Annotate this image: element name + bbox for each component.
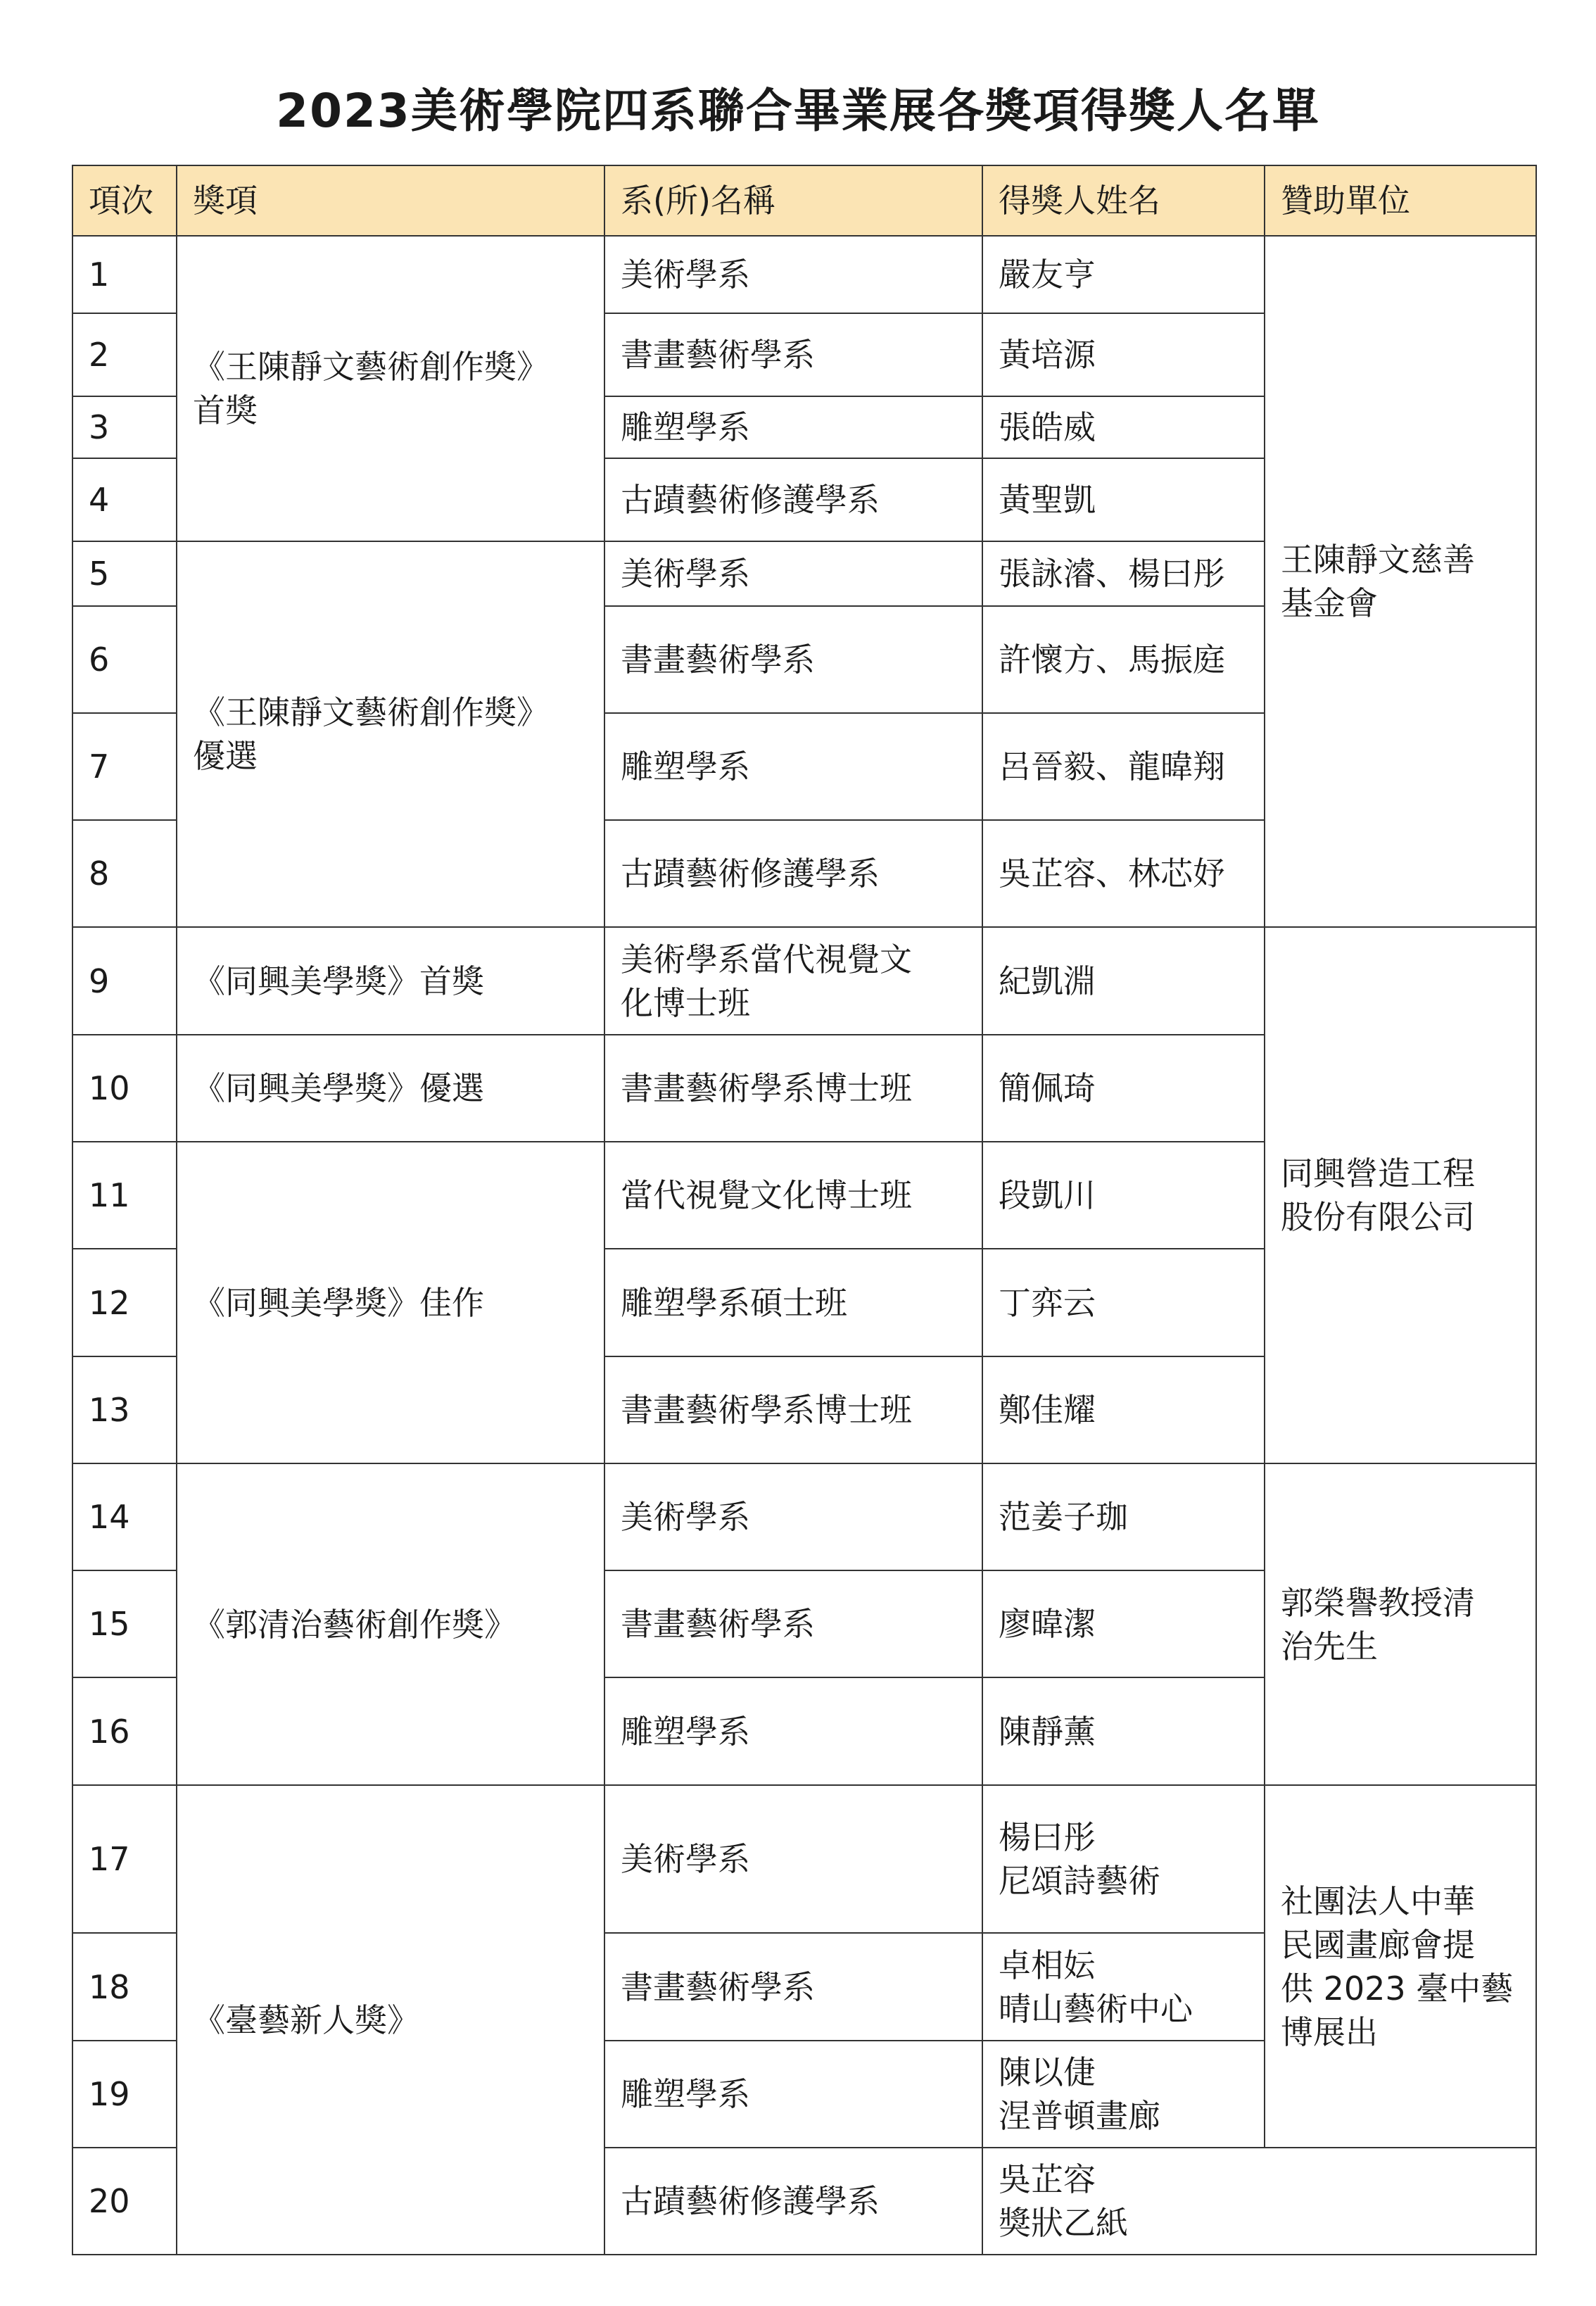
winner-cell [982, 2148, 1536, 2255]
award-label: 《王陳靜文藝術創作獎》 優選 [193, 693, 549, 775]
row-index: 5 [72, 541, 177, 606]
department-cell: 書畫藝術學系 [604, 606, 982, 713]
department-cell: 美術學系 [604, 1463, 982, 1570]
header-index: 項次 [72, 165, 177, 236]
sponsor-label: 同興營造工程 股份有限公司 [1281, 1154, 1475, 1236]
department-cell: 當代視覺文化博士班 [604, 1142, 982, 1249]
award-cell [177, 927, 604, 1035]
winner-cell: 丁弈云 [982, 1249, 1265, 1356]
winner-cell: 簡佩琦 [982, 1035, 1265, 1142]
award-cell [177, 1463, 604, 1785]
row-index: 8 [72, 820, 177, 927]
row-index: 10 [72, 1035, 177, 1142]
row-index: 9 [72, 927, 177, 1035]
winner-cell [982, 1785, 1265, 1933]
award-cell [177, 541, 604, 927]
department-cell: 古蹟藝術修護學系 [604, 820, 982, 927]
header-award: 獎項 [177, 165, 604, 236]
winner-cell [982, 2041, 1265, 2148]
row-index: 6 [72, 606, 177, 713]
table-row [72, 236, 1536, 313]
award-label: 《郭清治藝術創作獎》 [193, 1605, 517, 1644]
sponsor-cell [1265, 236, 1536, 927]
department-cell: 書畫藝術學系 [604, 313, 982, 396]
department-cell: 美術學系 [604, 541, 982, 606]
sponsor-cell [1265, 1463, 1536, 1785]
row-index: 7 [72, 713, 177, 820]
row-index: 19 [72, 2041, 177, 2148]
department-cell: 書畫藝術學系 [604, 1570, 982, 1677]
department-cell: 書畫藝術學系博士班 [604, 1035, 982, 1142]
row-index: 4 [72, 458, 177, 541]
award-cell [177, 1142, 604, 1463]
department-cell: 雕塑學系 [604, 2041, 982, 2148]
winner-cell [982, 1933, 1265, 2041]
department-cell: 美術學系 [604, 1785, 982, 1933]
department-cell: 書畫藝術學系博士班 [604, 1356, 982, 1463]
winner-cell: 張詠濬、楊曰彤 [982, 541, 1265, 606]
header-winner: 得獎人姓名 [982, 165, 1265, 236]
sponsor-label: 王陳靜文慈善 基金會 [1281, 541, 1475, 622]
row-index: 11 [72, 1142, 177, 1249]
table-row [72, 927, 1536, 1035]
award-label: 《同興美學獎》佳作 [193, 1283, 484, 1322]
department-cell: 雕塑學系 [604, 713, 982, 820]
row-index: 18 [72, 1933, 177, 2041]
row-index: 3 [72, 396, 177, 458]
winner-cell: 黃培源 [982, 313, 1265, 396]
row-index: 1 [72, 236, 177, 313]
winner-cell: 紀凱淵 [982, 927, 1265, 1035]
table-row [72, 1785, 1536, 1933]
row-index: 17 [72, 1785, 177, 1933]
winner-cell: 張皓威 [982, 396, 1265, 458]
winner-cell: 吳芷容、林芯妤 [982, 820, 1265, 927]
department-cell: 雕塑學系 [604, 1677, 982, 1785]
row-index: 12 [72, 1249, 177, 1356]
award-cell [177, 1035, 604, 1142]
row-index: 20 [72, 2148, 177, 2255]
winner-cell: 廖暐潔 [982, 1570, 1265, 1677]
sponsor-label: 社團法人中華 民國畫廊會提 供 2023 臺中藝 博展出 [1281, 1882, 1514, 2051]
award-label: 《同興美學獎》首獎 [193, 962, 484, 1000]
winner-cell: 范姜子珈 [982, 1463, 1265, 1570]
winner-cell: 鄭佳耀 [982, 1356, 1265, 1463]
department-cell: 雕塑學系碩士班 [604, 1249, 982, 1356]
department-cell [604, 927, 982, 1035]
row-index: 14 [72, 1463, 177, 1570]
department-cell: 古蹟藝術修護學系 [604, 458, 982, 541]
row-index: 16 [72, 1677, 177, 1785]
award-label: 《臺藝新人獎》 [193, 2001, 419, 2039]
award-label: 《王陳靜文藝術創作獎》 首獎 [193, 348, 549, 429]
department-label: 美術學系當代視覺文 化博士班 [621, 940, 912, 1022]
row-index: 15 [72, 1570, 177, 1677]
table-row [72, 1463, 1536, 1570]
row-index: 13 [72, 1356, 177, 1463]
table-header-row [72, 165, 1536, 236]
department-cell: 美術學系 [604, 236, 982, 313]
winner-label: 吳芷容 獎狀乙紙 [999, 2160, 1128, 2242]
page-title: 2023美術學院四系聯合畢業展各獎項得獎人名單 [276, 84, 1320, 138]
winner-cell: 許懷方、馬振庭 [982, 606, 1265, 713]
department-cell: 書畫藝術學系 [604, 1933, 982, 2041]
winner-label: 陳以倢 涅普頓畫廊 [999, 2053, 1160, 2135]
header-department: 系(所)名稱 [604, 165, 982, 236]
winner-label: 楊曰彤 尼頌詩藝術 [999, 1818, 1160, 1900]
award-label: 《同興美學獎》優選 [193, 1069, 484, 1107]
winner-cell: 黃聖凱 [982, 458, 1265, 541]
award-cell [177, 236, 604, 541]
awards-table [72, 165, 1537, 2255]
sponsor-cell [1265, 1785, 1536, 2148]
winner-label: 卓相妘 晴山藝術中心 [999, 1946, 1193, 2028]
winner-cell: 嚴友亨 [982, 236, 1265, 313]
department-cell: 古蹟藝術修護學系 [604, 2148, 982, 2255]
sponsor-label: 郭榮譽教授清 治先生 [1281, 1583, 1475, 1665]
winner-cell: 呂晉毅、龍暐翔 [982, 713, 1265, 820]
sponsor-cell [1265, 927, 1536, 1463]
winner-cell: 段凱川 [982, 1142, 1265, 1249]
row-index: 2 [72, 313, 177, 396]
winner-cell: 陳靜薰 [982, 1677, 1265, 1785]
header-sponsor: 贊助單位 [1265, 165, 1536, 236]
department-cell: 雕塑學系 [604, 396, 982, 458]
award-cell [177, 1785, 604, 2255]
